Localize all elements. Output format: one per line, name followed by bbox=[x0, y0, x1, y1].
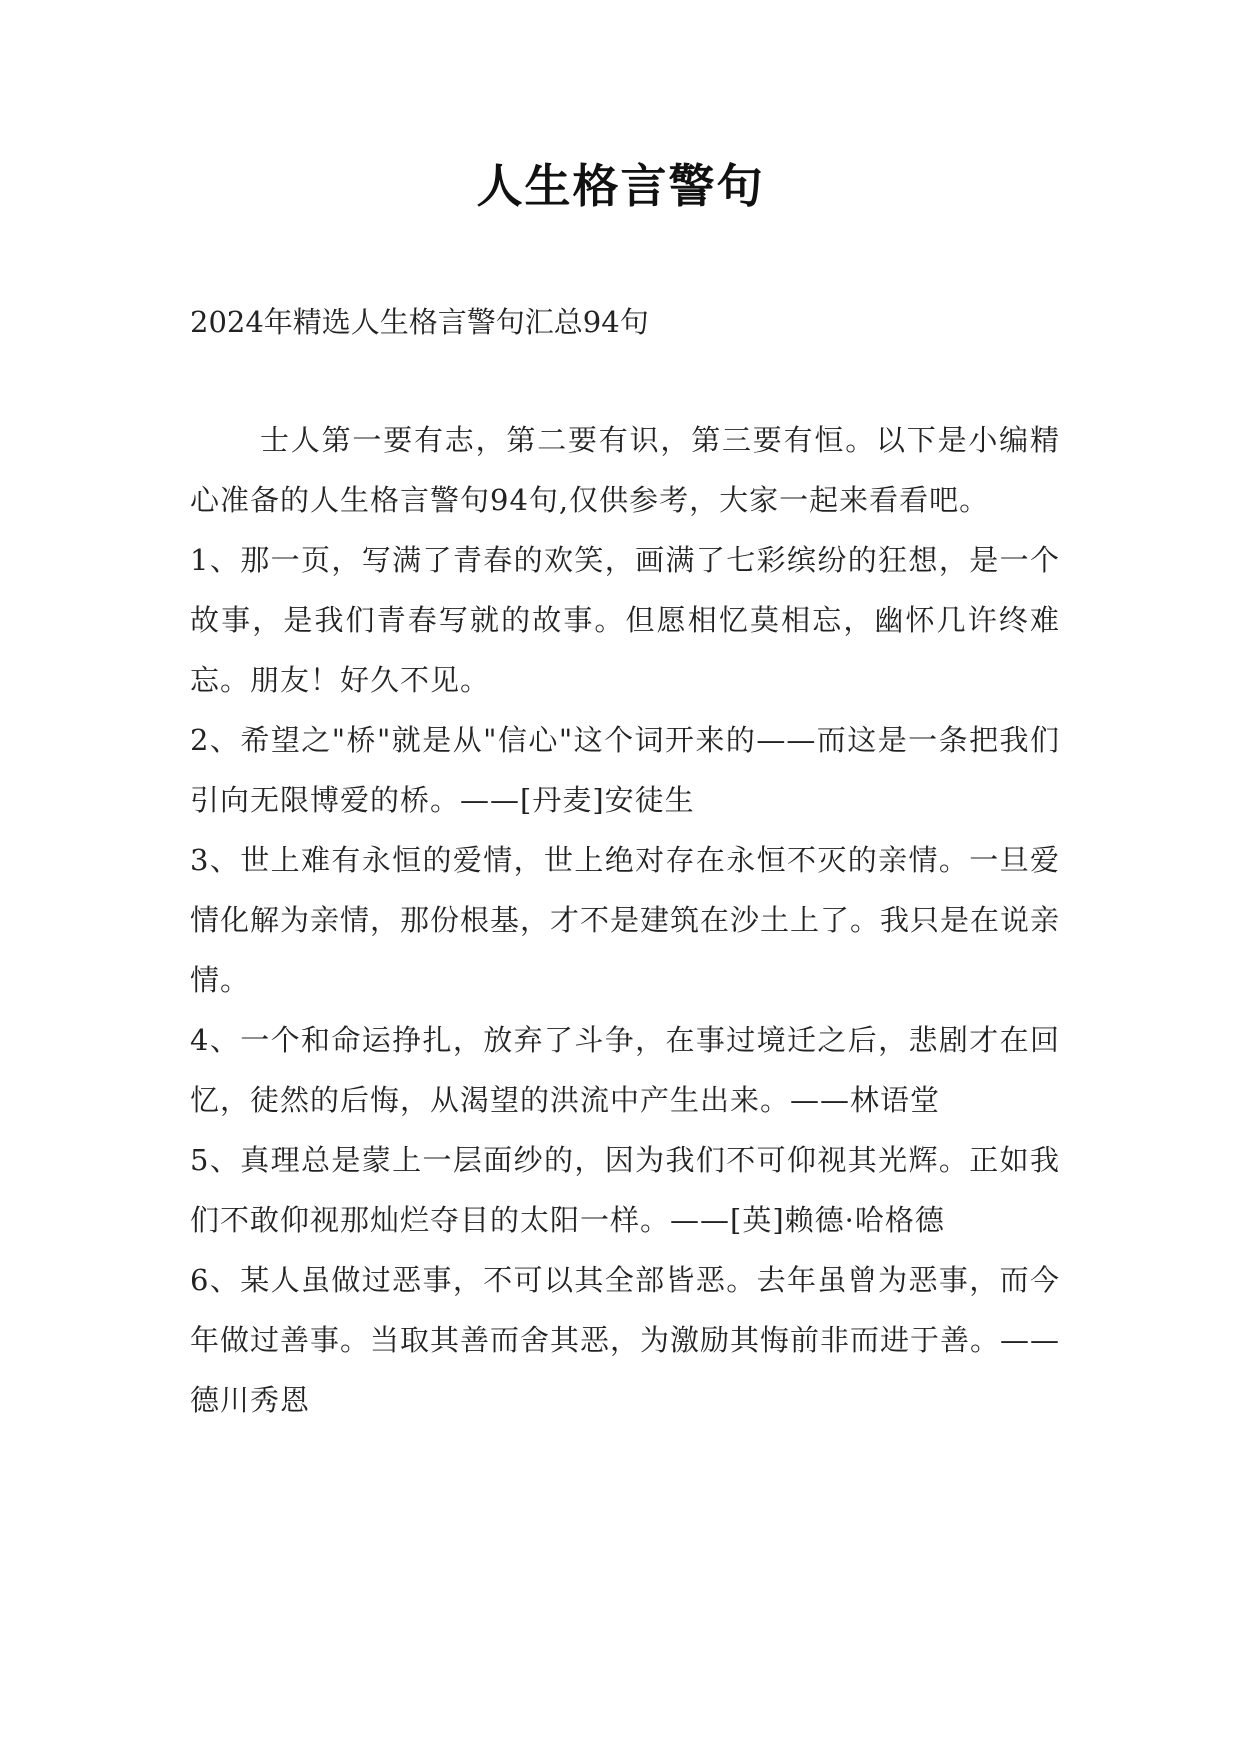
quote-item-1: 1、那一页，写满了青春的欢笑，画满了七彩缤纷的狂想，是一个故事，是我们青春写就的故事。但愿相忆莫相忘，幽怀几许终难忘。朋友！好久不见。 bbox=[190, 543, 1060, 697]
quote-item-5: 5、真理总是蒙上一层面纱的，因为我们不可仰视其光辉。正如我们不敢仰视那灿烂夺目的太阳一样。——[英]赖德·哈格德 bbox=[190, 1143, 1060, 1237]
quote-item-4: 4、一个和命运挣扎，放弃了斗争，在事过境迁之后，悲剧才在回忆，徒然的后悔，从渴望的洪流中产生出来。——林语堂 bbox=[190, 1023, 1060, 1117]
quote-item-2: 2、希望之"桥"就是从"信心"这个词开来的——而这是一条把我们引向无限博爱的桥。——[丹麦]安徒生 bbox=[190, 723, 1060, 817]
quote-item-3: 3、世上难有永恒的爱情，世上绝对存在永恒不灭的亲情。一旦爱情化解为亲情，那份根基，才不是建筑在沙土上了。我只是在说亲情。 bbox=[190, 843, 1061, 997]
quote-item-6: 6、某人虽做过恶事，不可以其全部皆恶。去年虽曾为恶事，而今年做过善事。当取其善而舍其恶，为激励其悔前非而进于善。——德川秀恩 bbox=[190, 1263, 1061, 1417]
document-subtitle: 2024年精选人生格言警句汇总94句 bbox=[190, 305, 649, 339]
intro-paragraph: 士人第一要有志，第二要有识，第三要有恒。以下是小编精心准备的人生格言警句94句,仅供参考，大家一起来看看吧。 bbox=[190, 423, 1060, 517]
page-title: 人生格言警句 bbox=[476, 159, 765, 213]
document-body bbox=[190, 292, 1060, 1430]
